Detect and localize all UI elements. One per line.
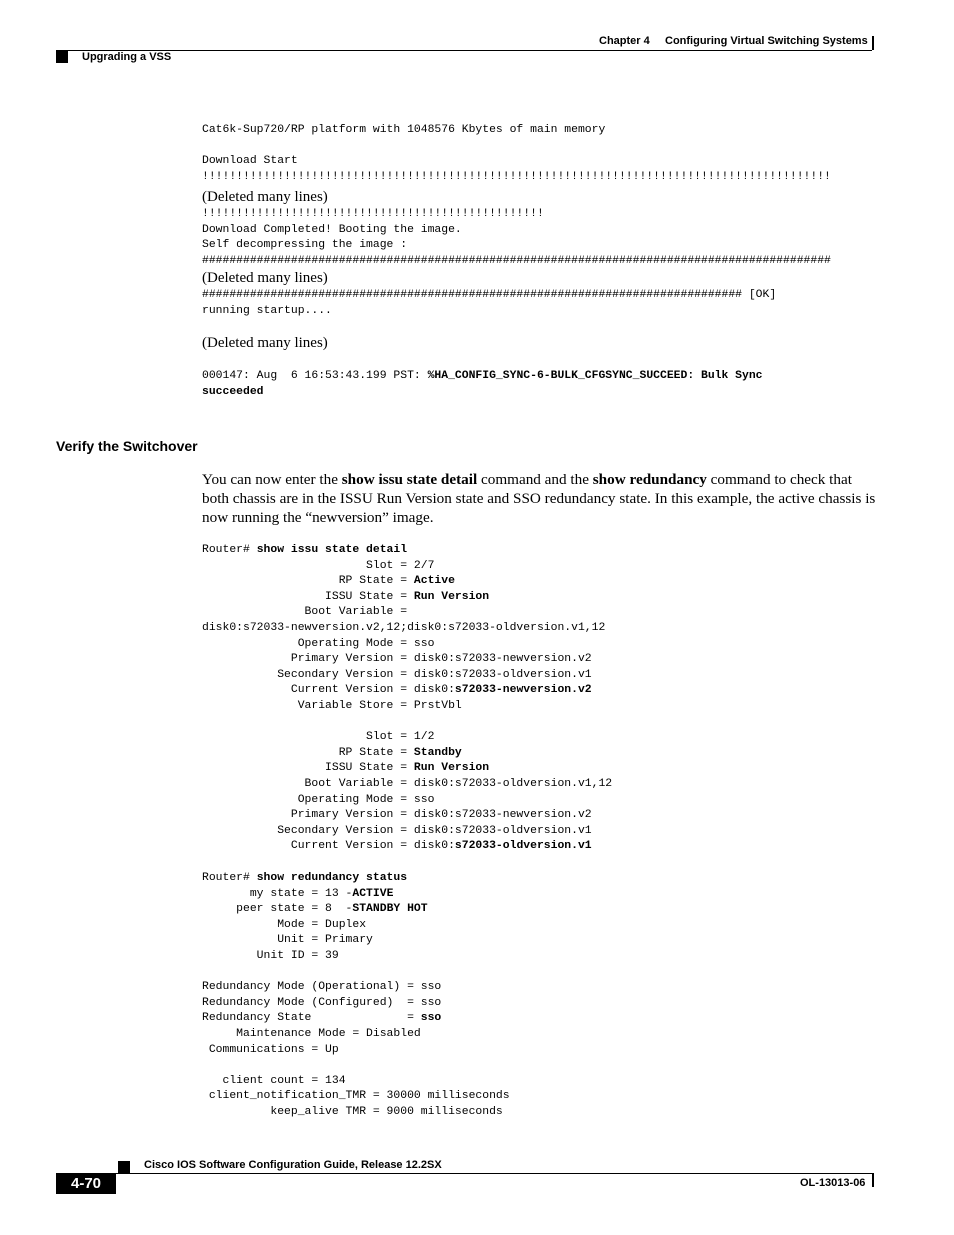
footer-book-title: Cisco IOS Software Configuration Guide, Release 12.2SX [144,1159,442,1171]
deleted-lines-note-3: (Deleted many lines) [202,335,328,351]
boot-output-a: Cat6k-Sup720/RP platform with 1048576 Kbytes of main memory Download Start !!!!!!!!!!!!!!!!!!!!!!!!!!!!!!!!!!!!!!!!!!!!!!!!!!!!!!!!!!!!!!!!!!!!!!!!!!!!!!!!!!!!!!!!!!!! [202,124,831,183]
issu-state-output: Router# show issu state detail Slot = 2/7 RP State = Active ISSU State = Run Version Boot Variable = disk0:s72033-newversion.v2,12;disk0:s72033-oldversion.v1,12 Operating Mode = sso Primary Version = disk0:s72033-newversion.v2 Secondary Version = disk0:s72033-oldversion.v1 Current Version = disk0:s72033-newversion.v2 Variable Store = PrstVbl Slot = 1/2 RP State = Standby ISSU State = Run Version Boot Variable = disk0:s72033-oldversion.v1,12 Operating Mode = sso Primary Version = disk0:s72033-newversion.v2 Secondary Version = disk0:s72033-oldversion.v1 Current Version = disk0:s72033-oldversion.v1 [202,544,613,853]
header-rule-vertical [872,36,874,50]
section-heading: Verify the Switchover [56,438,198,454]
body-paragraph: You can now enter the show issu state detail command and the show redundancy command to check that both chassis are in the ISSU Run Version state and SSO redundancy state. In this example, the active chassis is now running the “newversion” image. [202,471,876,526]
footer-marker [118,1161,130,1173]
boot-output-b: !!!!!!!!!!!!!!!!!!!!!!!!!!!!!!!!!!!!!!!!!!!!!!!!!! Download Completed! Booting the image. Self decompressing the image : ############################################################################################ [202,208,831,267]
footer-rule [56,1173,872,1174]
section-running-head: Upgrading a VSS [82,51,172,63]
bulk-sync-message: 000147: Aug 6 16:53:43.199 PST: %HA_CONFIG_SYNC-6-BULK_CFGSYNC_SUCCEED: Bulk Sync succeeded [202,370,763,398]
redundancy-status-output: Router# show redundancy status my state = 13 -ACTIVE peer state = 8 -STANDBY HOT Mode = Duplex Unit = Primary Unit ID = 39 Redundancy Mode (Operational) = sso Redundancy Mode (Configured) = sso Redundancy State = sso Maintenance Mode = Disabled Communications = Up client count = 134 client_notification_TMR = 30000 milliseconds keep_alive TMR = 9000 milliseconds [202,872,510,1118]
footer-rule-vertical [872,1173,874,1187]
chapter-title: Configuring Virtual Switching Systems [665,35,868,47]
deleted-lines-note-2: (Deleted many lines) [202,270,328,286]
deleted-lines-note-1: (Deleted many lines) [202,189,328,205]
boot-output-c: ############################################################################### [OK] running startup.... [202,289,777,317]
document-id: OL-13013-06 [800,1177,866,1189]
chapter-label: Chapter 4 [599,35,650,47]
header-rule [56,50,872,51]
cmd-show-redundancy: show redundancy [592,471,707,488]
header-marker [56,51,68,63]
page-number: 4-70 [56,1173,116,1194]
cmd-show-issu: show issu state detail [341,471,478,488]
